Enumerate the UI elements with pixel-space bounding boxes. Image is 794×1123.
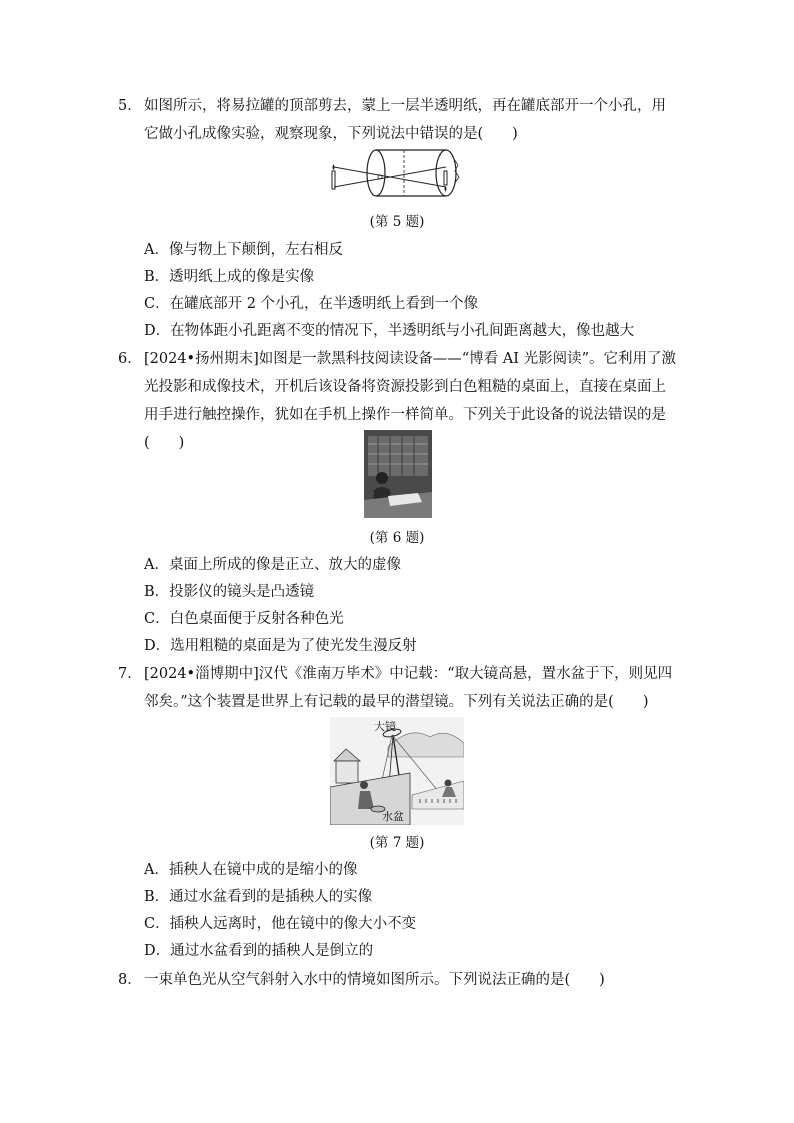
figure-caption: (第 6 题)	[369, 530, 425, 546]
reading-device-photo	[364, 430, 432, 518]
question-number: 5．	[118, 98, 142, 114]
question-text: [2024•扬州期末]如图是一款黑科技阅读设备——“博看 AI 光影阅读”。它利用了激光投影和成像技术，开机后该设备将资源投影到白色粗糙的桌面上，直接在桌面上用手进行触控操作，犹如在手机上操作一样简单。下列关于此设备的说法错误的是( )	[144, 351, 677, 451]
option-c: C．白色桌面便于反射各种色光	[144, 611, 344, 627]
periscope-illustration	[330, 717, 464, 825]
pinhole-camera-figure	[326, 145, 468, 201]
option-d: D．在物体距小孔距离不变的情况下，半透明纸与小孔间距离越大，像也越大	[144, 323, 635, 339]
option-b: B．通过水盆看到的是插秧人的实像	[144, 889, 373, 905]
question-5	[118, 92, 678, 148]
question-number: 8．	[118, 972, 142, 988]
question-text: 一束单色光从空气斜射入水中的情境如图所示。下列说法正确的是( )	[144, 972, 605, 988]
option-b: B．透明纸上成的像是实像	[144, 269, 315, 285]
label-basin: 水盆	[382, 810, 404, 823]
option-d: D．选用粗糙的桌面是为了使光发生漫反射	[144, 638, 417, 654]
question-number: 7．	[118, 666, 142, 682]
question-8	[118, 966, 678, 994]
question-7	[118, 660, 678, 716]
question-text: 如图所示，将易拉罐的顶部剪去，蒙上一层半透明纸，再在罐底部开一个小孔，用它做小孔成像实验，观察现象，下列说法中错误的是( )	[144, 98, 666, 142]
option-a: A．像与物上下颠倒，左右相反	[144, 242, 343, 258]
option-c: C．在罐底部开 2 个小孔，在半透明纸上看到一个像	[144, 296, 479, 312]
figure-caption: (第 7 题)	[369, 835, 425, 851]
option-a: A．桌面上所成的像是正立、放大的虚像	[144, 557, 401, 573]
question-number: 6．	[118, 351, 142, 367]
periscope-figure	[330, 717, 464, 825]
option-b: B．投影仪的镜头是凸透镜	[144, 584, 315, 600]
option-c: C．插秧人远离时，他在镜中的像大小不变	[144, 916, 417, 932]
figure-caption: (第 5 题)	[369, 214, 425, 230]
option-a: A．插秧人在镜中成的是缩小的像	[144, 862, 358, 878]
label-mirror: 大镜	[374, 720, 396, 733]
question-text: [2024•淄博期中]汉代《淮南万毕术》中记载：“取大镜高悬，置水盆于下，则见四邻矣。”这个装置是世界上有记载的最早的潜望镜。下列有关说法正确的是( )	[144, 666, 673, 710]
option-d: D．通过水盆看到的插秧人是倒立的	[144, 943, 374, 959]
